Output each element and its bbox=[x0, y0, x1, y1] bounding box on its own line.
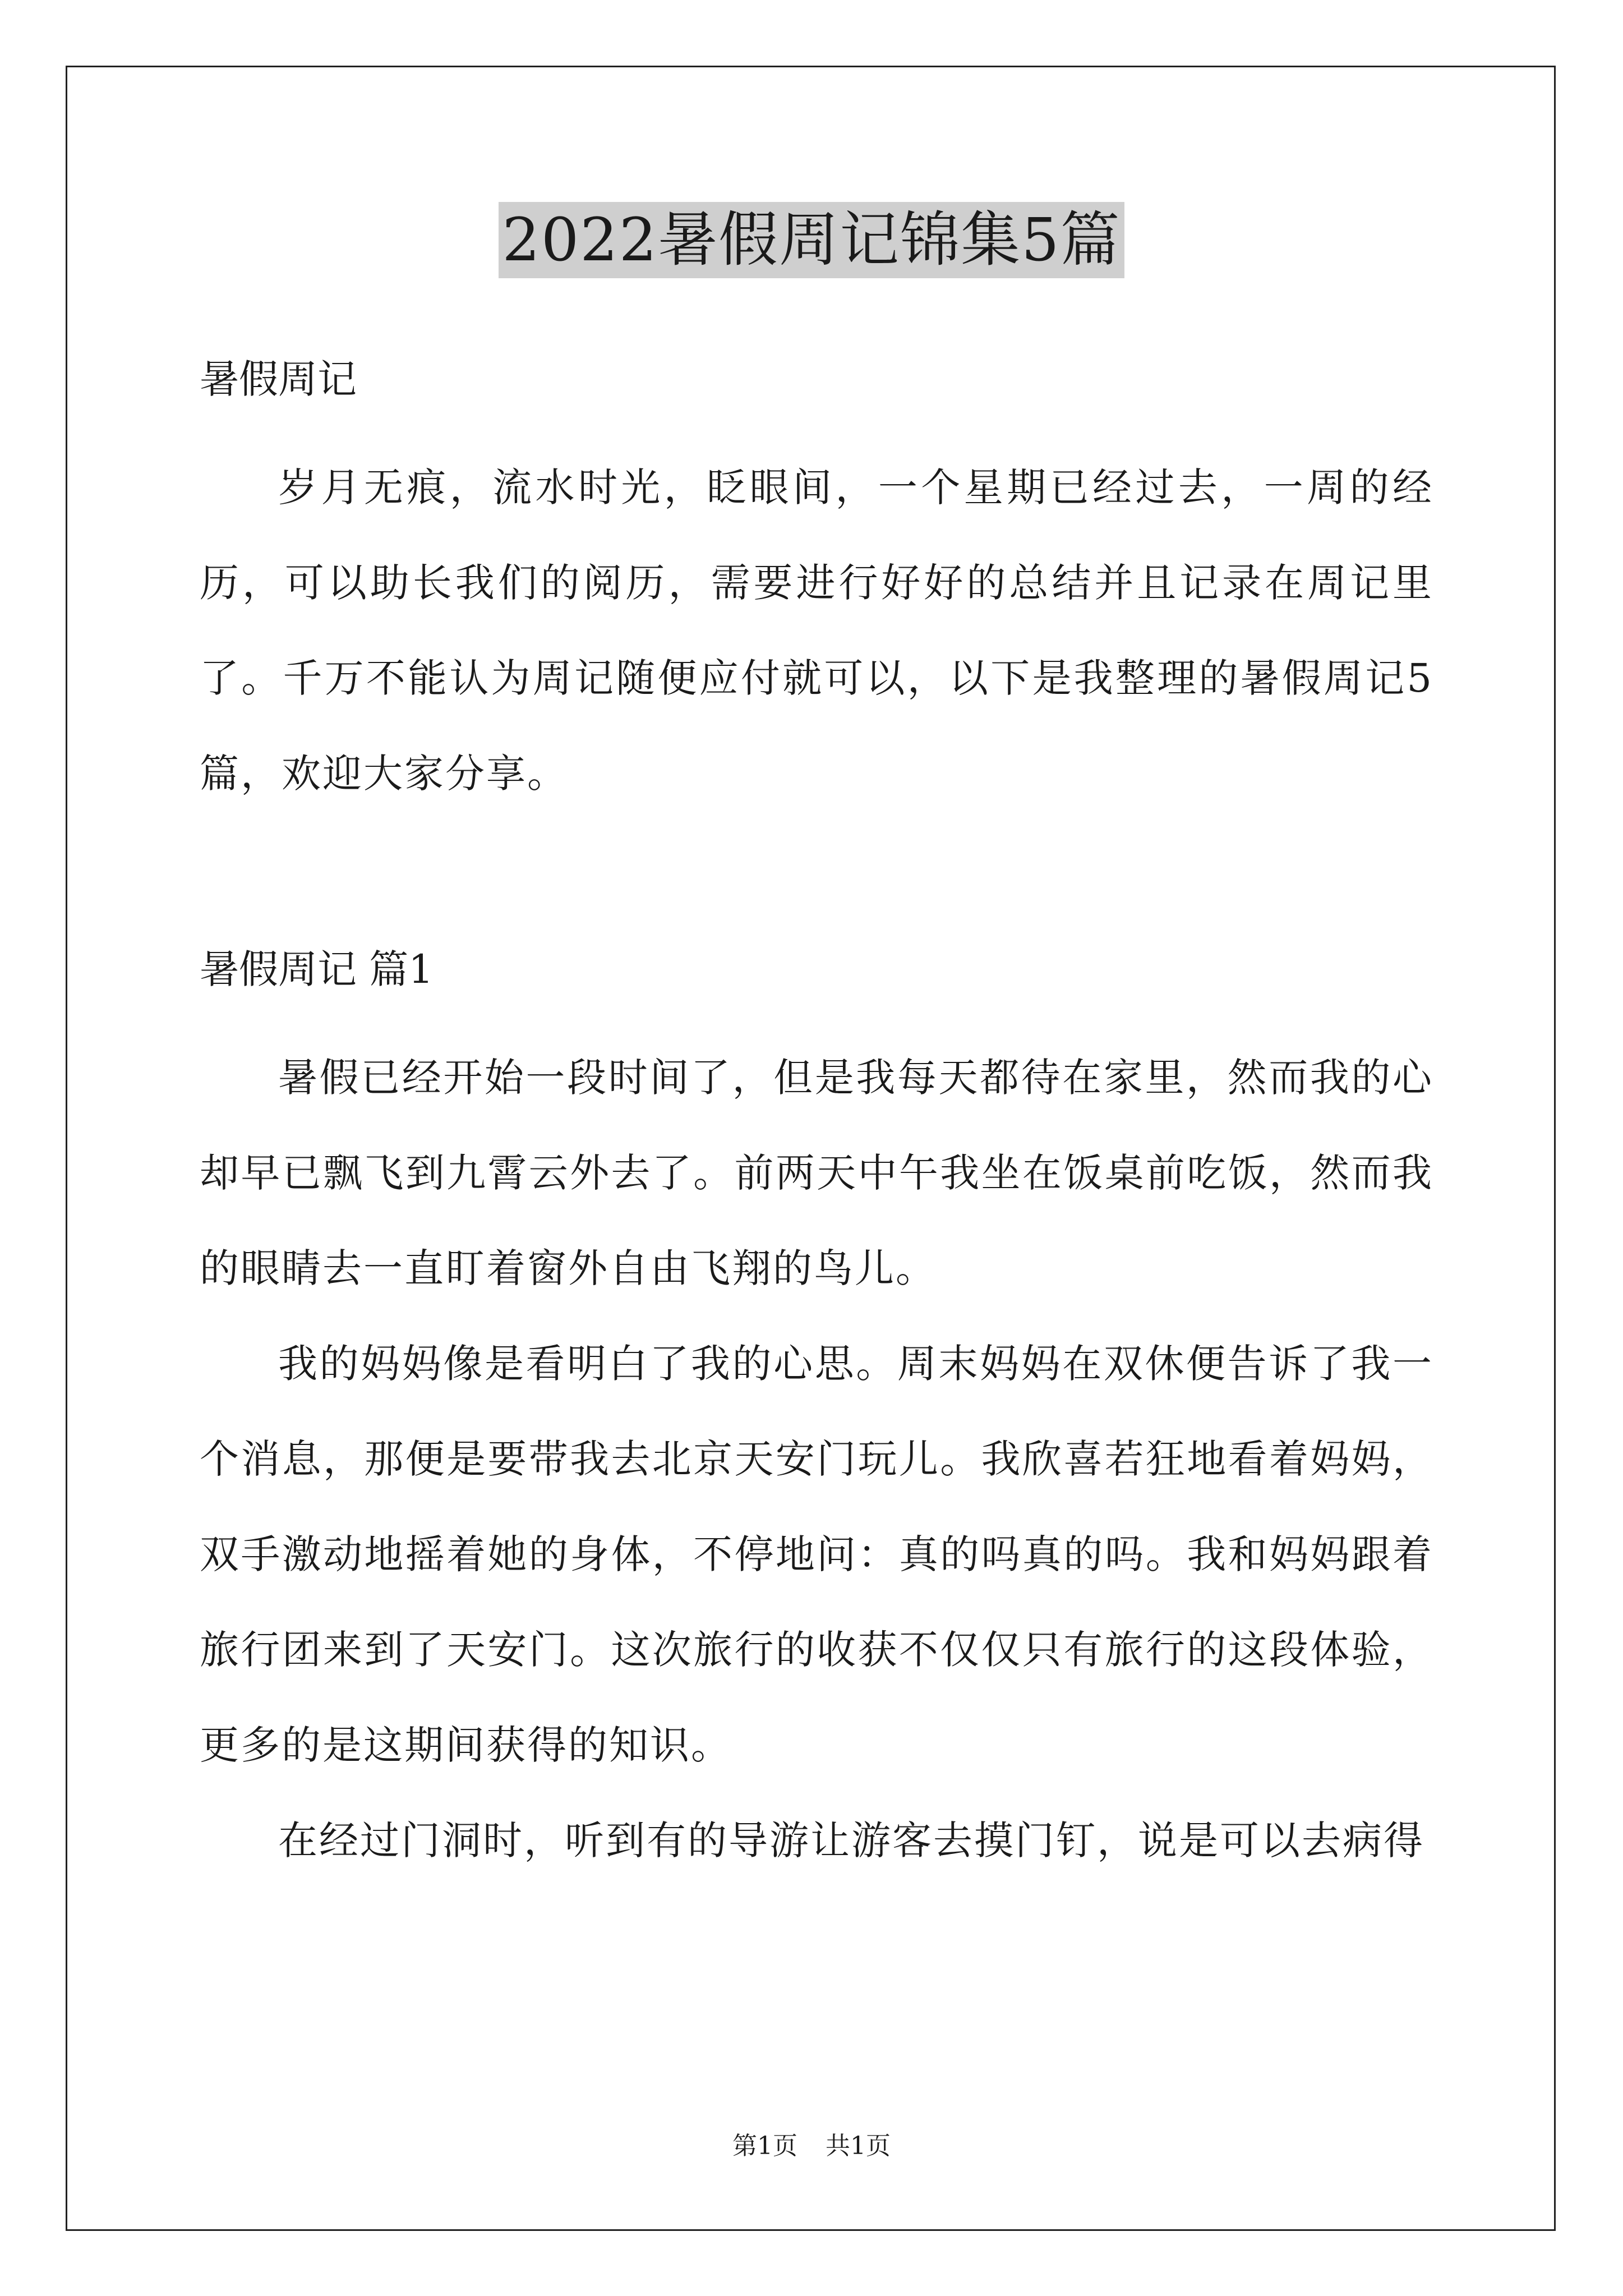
title-container bbox=[0, 202, 1623, 278]
document-body bbox=[200, 343, 1433, 1888]
page-number: 第1页 bbox=[732, 2132, 797, 2160]
section1-paragraph-3: 在经过门洞时，听到有的导游让游客去摸门钉，说是可以去病得 bbox=[278, 1818, 1424, 1864]
section1-heading: 暑假周记 篇1 bbox=[200, 946, 434, 992]
spacer bbox=[200, 821, 1433, 933]
spacer bbox=[200, 415, 1433, 440]
page-total: 共1页 bbox=[826, 2132, 891, 2160]
intro-heading: 暑假周记 bbox=[200, 356, 357, 402]
section1-paragraph-1: 暑假已经开始一段时间了，但是我每天都待在家里，然而我的心却早已飘飞到九霄云外去了。前两天中午我坐在饭桌前吃饭，然而我的眼睛去一直盯着窗外自由飞翔的鸟儿。 bbox=[200, 1055, 1433, 1291]
intro-paragraph: 岁月无痕，流水时光，眨眼间，一个星期已经过去，一周的经历，可以助长我们的阅历，需要进行好好的总结并且记录在周记里了。千万不能认为周记随便应付就可以，以下是我整理的暑假周记5篇，欢迎大家分享。 bbox=[200, 464, 1433, 797]
document-title: 2022暑假周记锦集5篇 bbox=[499, 202, 1124, 278]
spacer bbox=[200, 1005, 1433, 1030]
section1-paragraph-2: 我的妈妈像是看明白了我的心思。周末妈妈在双休便告诉了我一个消息，那便是要带我去北京天安门玩儿。我欣喜若狂地看着妈妈，双手激动地摇着她的身体，不停地问：真的吗真的吗。我和妈妈跟着旅行团来到了天安门。这次旅行的收获不仅仅只有旅行的这段体验，更多的是这期间获得的知识。 bbox=[200, 1341, 1433, 1768]
page-footer bbox=[0, 2129, 1623, 2163]
